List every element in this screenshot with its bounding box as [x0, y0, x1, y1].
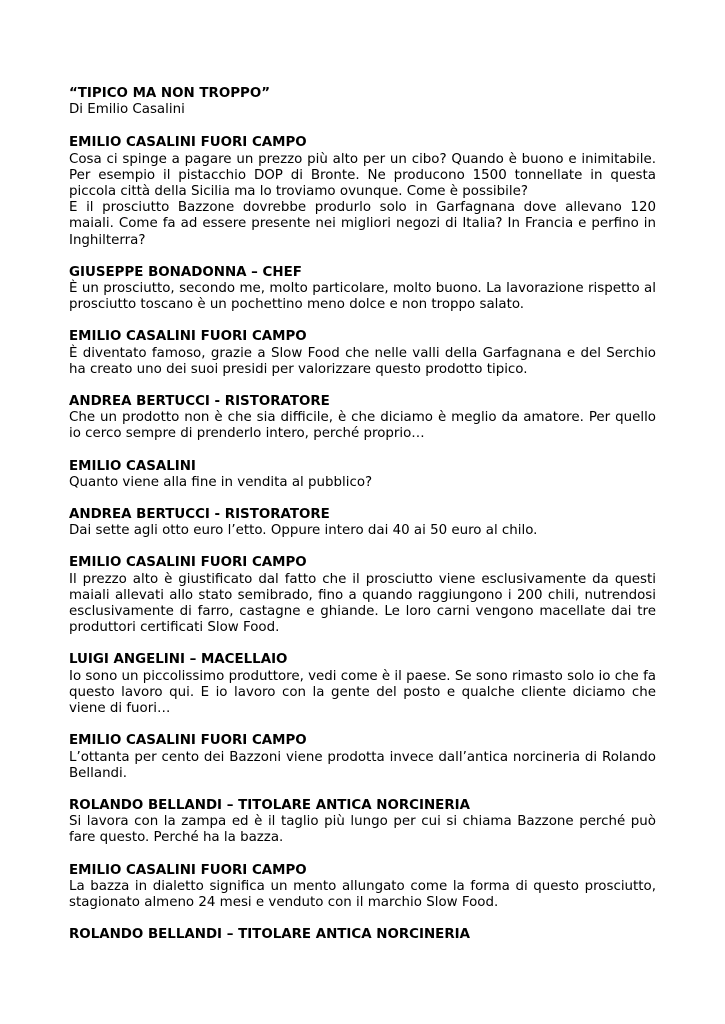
- speaker-heading: ANDREA BERTUCCI - RISTORATORE: [69, 394, 330, 410]
- speaker-heading: EMILIO CASALINI: [69, 458, 196, 474]
- speaker-heading: ANDREA BERTUCCI - RISTORATORE: [69, 507, 330, 523]
- transcript-section: [69, 329, 656, 378]
- transcript-section: [69, 863, 656, 912]
- speech-paragraph: Si lavora con la zampa ed è il taglio più lungo per cui si chiama Bazzone perché può fare questo. Perché ha la bazza.: [69, 814, 656, 846]
- transcript-section: [69, 394, 656, 443]
- speech-paragraph: Che un prodotto non è che sia difficile, è che diciamo è meglio da amatore. Per quello io cerco sempre di prenderlo intero, perché proprio…: [69, 410, 656, 442]
- transcript-section: [69, 798, 656, 847]
- speech-paragraph: È un prosciutto, secondo me, molto particolare, molto buono. La lavorazione rispetto al prosciutto toscano è un pochettino meno dolce e non troppo salato.: [69, 281, 656, 313]
- speech-paragraph: Quanto viene alla fine in vendita al pubblico?: [69, 474, 373, 490]
- transcript-section: [69, 507, 656, 539]
- title-block: [69, 86, 656, 118]
- speech-paragraph: È diventato famoso, grazie a Slow Food che nelle valli della Garfagnana e del Serchio ha creato uno dei suoi presidi per valorizzare questo prodotto tipico.: [69, 345, 656, 377]
- document-title: “TIPICO MA NON TROPPO”: [69, 86, 271, 101]
- speaker-heading: GIUSEPPE BONADONNA – CHEF: [69, 264, 302, 280]
- transcript-section: [69, 135, 656, 248]
- speaker-heading: EMILIO CASALINI FUORI CAMPO: [69, 135, 307, 151]
- speaker-heading: EMILIO CASALINI FUORI CAMPO: [69, 733, 307, 749]
- speech-paragraph: La bazza in dialetto significa un mento allungato come la forma di questo prosciutto, stagionato almeno 24 mesi e venduto con il marchio Slow Food.: [69, 878, 656, 910]
- speaker-heading: ROLANDO BELLANDI – TITOLARE ANTICA NORCINERIA: [69, 927, 470, 943]
- transcript-section: [69, 652, 656, 717]
- speaker-heading: EMILIO CASALINI FUORI CAMPO: [69, 329, 307, 345]
- transcript-section: [69, 733, 656, 782]
- transcript-section: [69, 555, 656, 636]
- speaker-heading: LUIGI ANGELINI – MACELLAIO: [69, 652, 288, 668]
- speaker-heading: EMILIO CASALINI FUORI CAMPO: [69, 862, 307, 878]
- speech-paragraph: Il prezzo alto è giustificato dal fatto che il prosciutto viene esclusivamente da questi maiali allevati allo stato semibrado, fino a quando raggiungono i 200 chili, nutrendosi esclusivamente di farro, castagne e ghiande. Le loro carni vengono macellate dai tre produttori certificati Slow Food.: [69, 571, 656, 636]
- speech-paragraph: L’ottanta per cento dei Bazzoni viene prodotta invece dall’antica norcineria di Rolando Bellandi.: [69, 749, 656, 781]
- speech-paragraph: Cosa ci spinge a pagare un prezzo più alto per un cibo? Quando è buono e inimitabile. Per esempio il pistacchio DOP di Bronte. Ne producono 1500 tonnellate in questa piccola città della Sicilia ma lo troviamo ovunque. Come è possibile?: [69, 151, 656, 200]
- transcript-section: [69, 459, 656, 491]
- speaker-heading: EMILIO CASALINI FUORI CAMPO: [69, 555, 307, 571]
- document-page: [69, 86, 656, 959]
- transcript-section: [69, 265, 656, 314]
- transcript-section: [69, 927, 656, 943]
- speech-paragraph: Dai sette agli otto euro l’etto. Oppure intero dai 40 ai 50 euro al chilo.: [69, 523, 538, 539]
- speaker-heading: ROLANDO BELLANDI – TITOLARE ANTICA NORCINERIA: [69, 797, 470, 813]
- speech-paragraph: Io sono un piccolissimo produttore, vedi come è il paese. Se sono rimasto solo io che fa questo lavoro qui. E io lavoro con la gente del posto e qualche cliente diciamo che viene di fuori…: [69, 668, 656, 717]
- transcript-sections: [69, 135, 656, 943]
- speech-paragraph: E il prosciutto Bazzone dovrebbe produrlo solo in Garfagnana dove allevano 120 maiali. Come fa ad essere presente nei migliori negozi di Italia? In Francia e perfino in Inghilterra?: [69, 200, 656, 248]
- document-byline: Di Emilio Casalini: [69, 102, 185, 118]
